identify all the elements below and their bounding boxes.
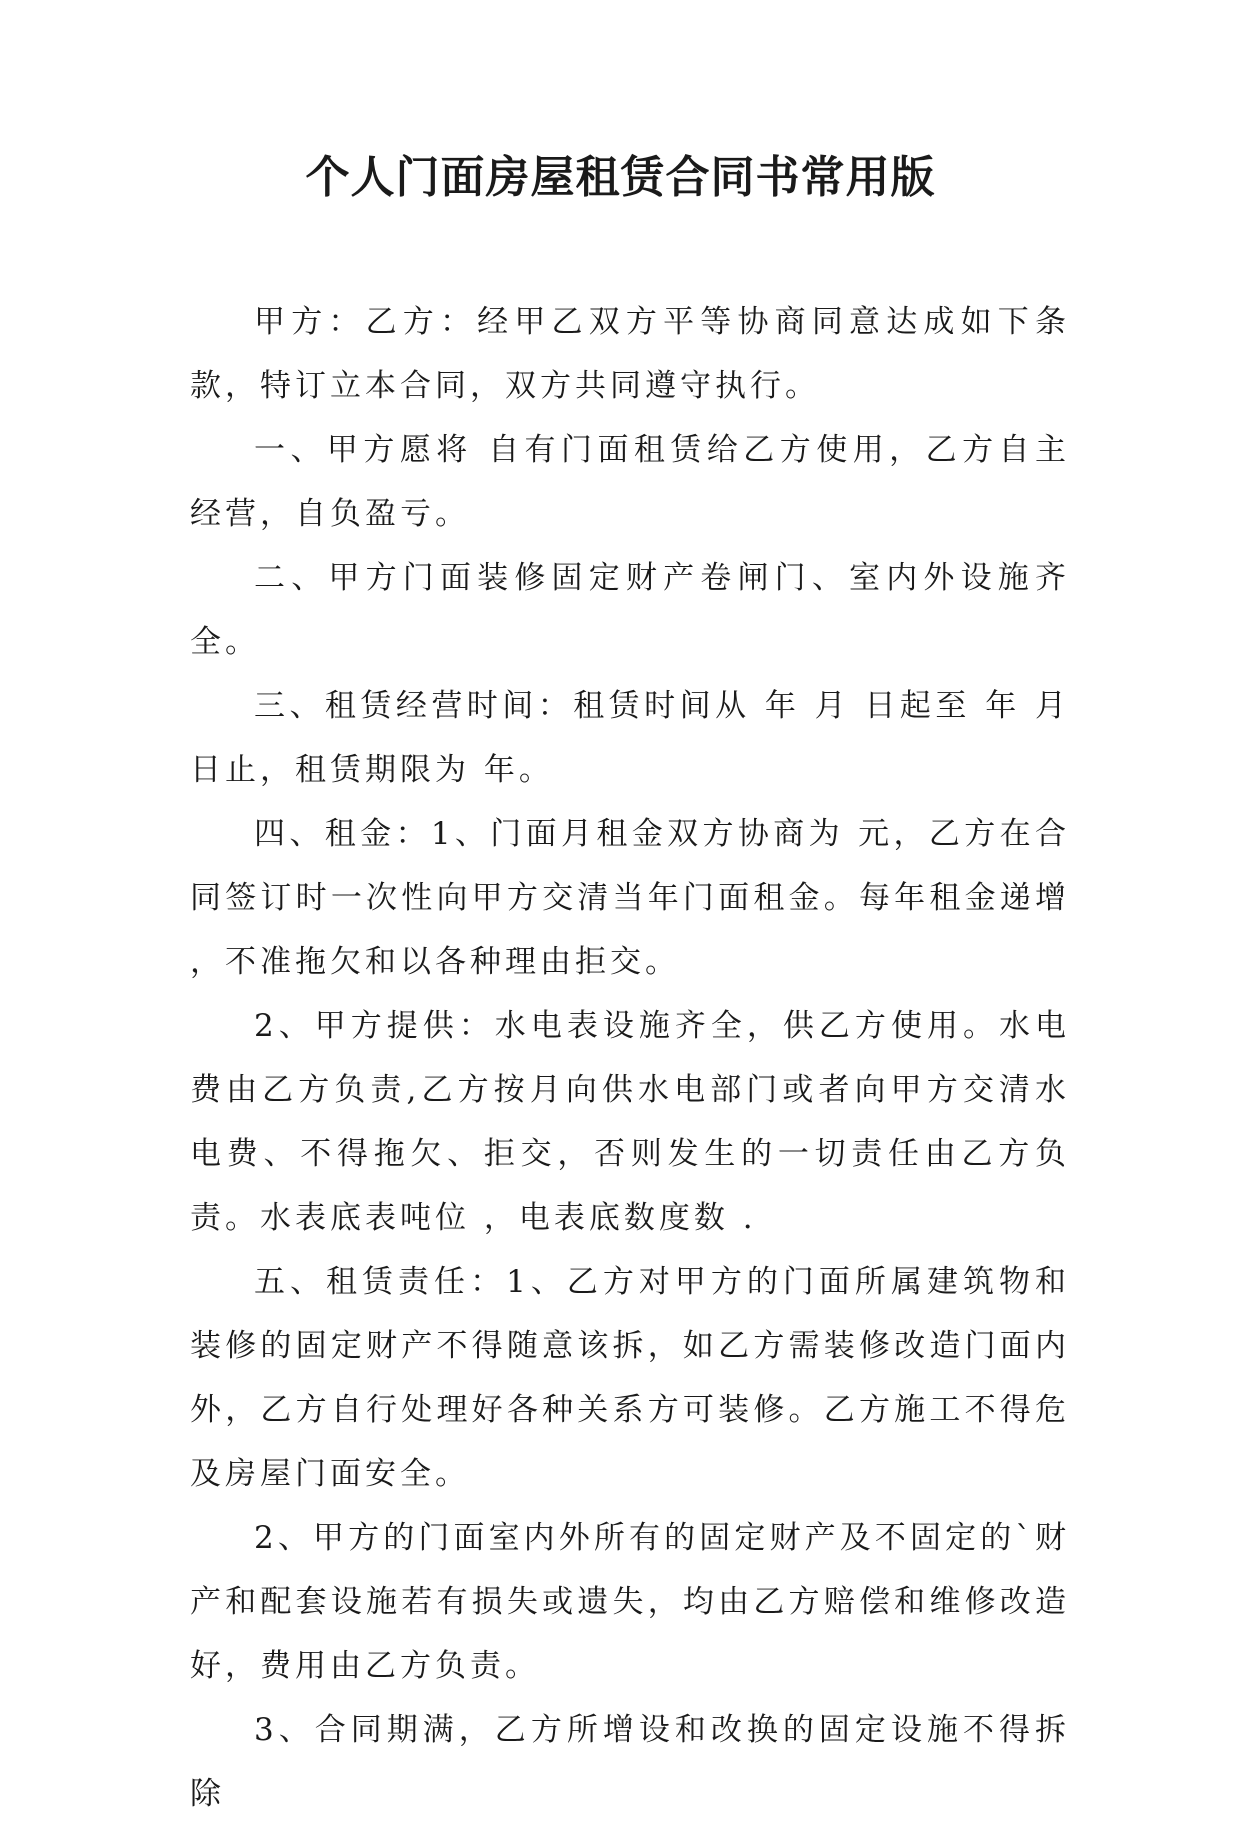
paragraph-clause-5-expiry: 3、合同期满，乙方所增设和改换的固定设施不得拆除 bbox=[190, 1712, 1070, 1812]
document-title: 个人门面房屋租赁合同书常用版 bbox=[305, 152, 936, 203]
paragraph-clause-3: 三、租赁经营时间：租赁时间从 年 月 日起至 年 月 日止，租赁期限为 年。 bbox=[190, 688, 1070, 788]
paragraph-preamble: 甲方：乙方：经甲乙双方平等协商同意达成如下条款，特订立本合同，双方共同遵守执行。 bbox=[190, 304, 1070, 404]
paragraph-clause-4-utilities: 2、甲方提供：水电表设施齐全，供乙方使用。水电费由乙方负责,乙方按月向供水电部门或者向甲方交清水电费、不得拖欠、拒交，否则发生的一切责任由乙方负责。水表底表吨位 ，电表底数度数 . bbox=[190, 1008, 1070, 1236]
paragraph-clause-5-property: 2、甲方的门面室内外所有的固定财产及不固定的`财产和配套设施若有损失或遗失，均由乙方赔偿和维修改造好，费用由乙方负责。 bbox=[190, 1520, 1070, 1684]
paragraph-clause-2: 二、甲方门面装修固定财产卷闸门、室内外设施齐全。 bbox=[190, 560, 1070, 660]
paragraph-clause-4-rent: 四、租金：1、门面月租金双方协商为 元，乙方在合同签订时一次性向甲方交清当年门面租金。每年租金递增 ，不准拖欠和以各种理由拒交。 bbox=[190, 816, 1070, 980]
paragraph-clause-5-responsibility: 五、租赁责任：1、乙方对甲方的门面所属建筑物和装修的固定财产不得随意该拆，如乙方需装修改造门面内外，乙方自行处理好各种关系方可装修。乙方施工不得危及房屋门面安全。 bbox=[190, 1264, 1070, 1492]
document-body bbox=[190, 290, 1070, 1826]
paragraph-clause-1: 一、甲方愿将 自有门面租赁给乙方使用，乙方自主经营，自负盈亏。 bbox=[190, 432, 1070, 532]
